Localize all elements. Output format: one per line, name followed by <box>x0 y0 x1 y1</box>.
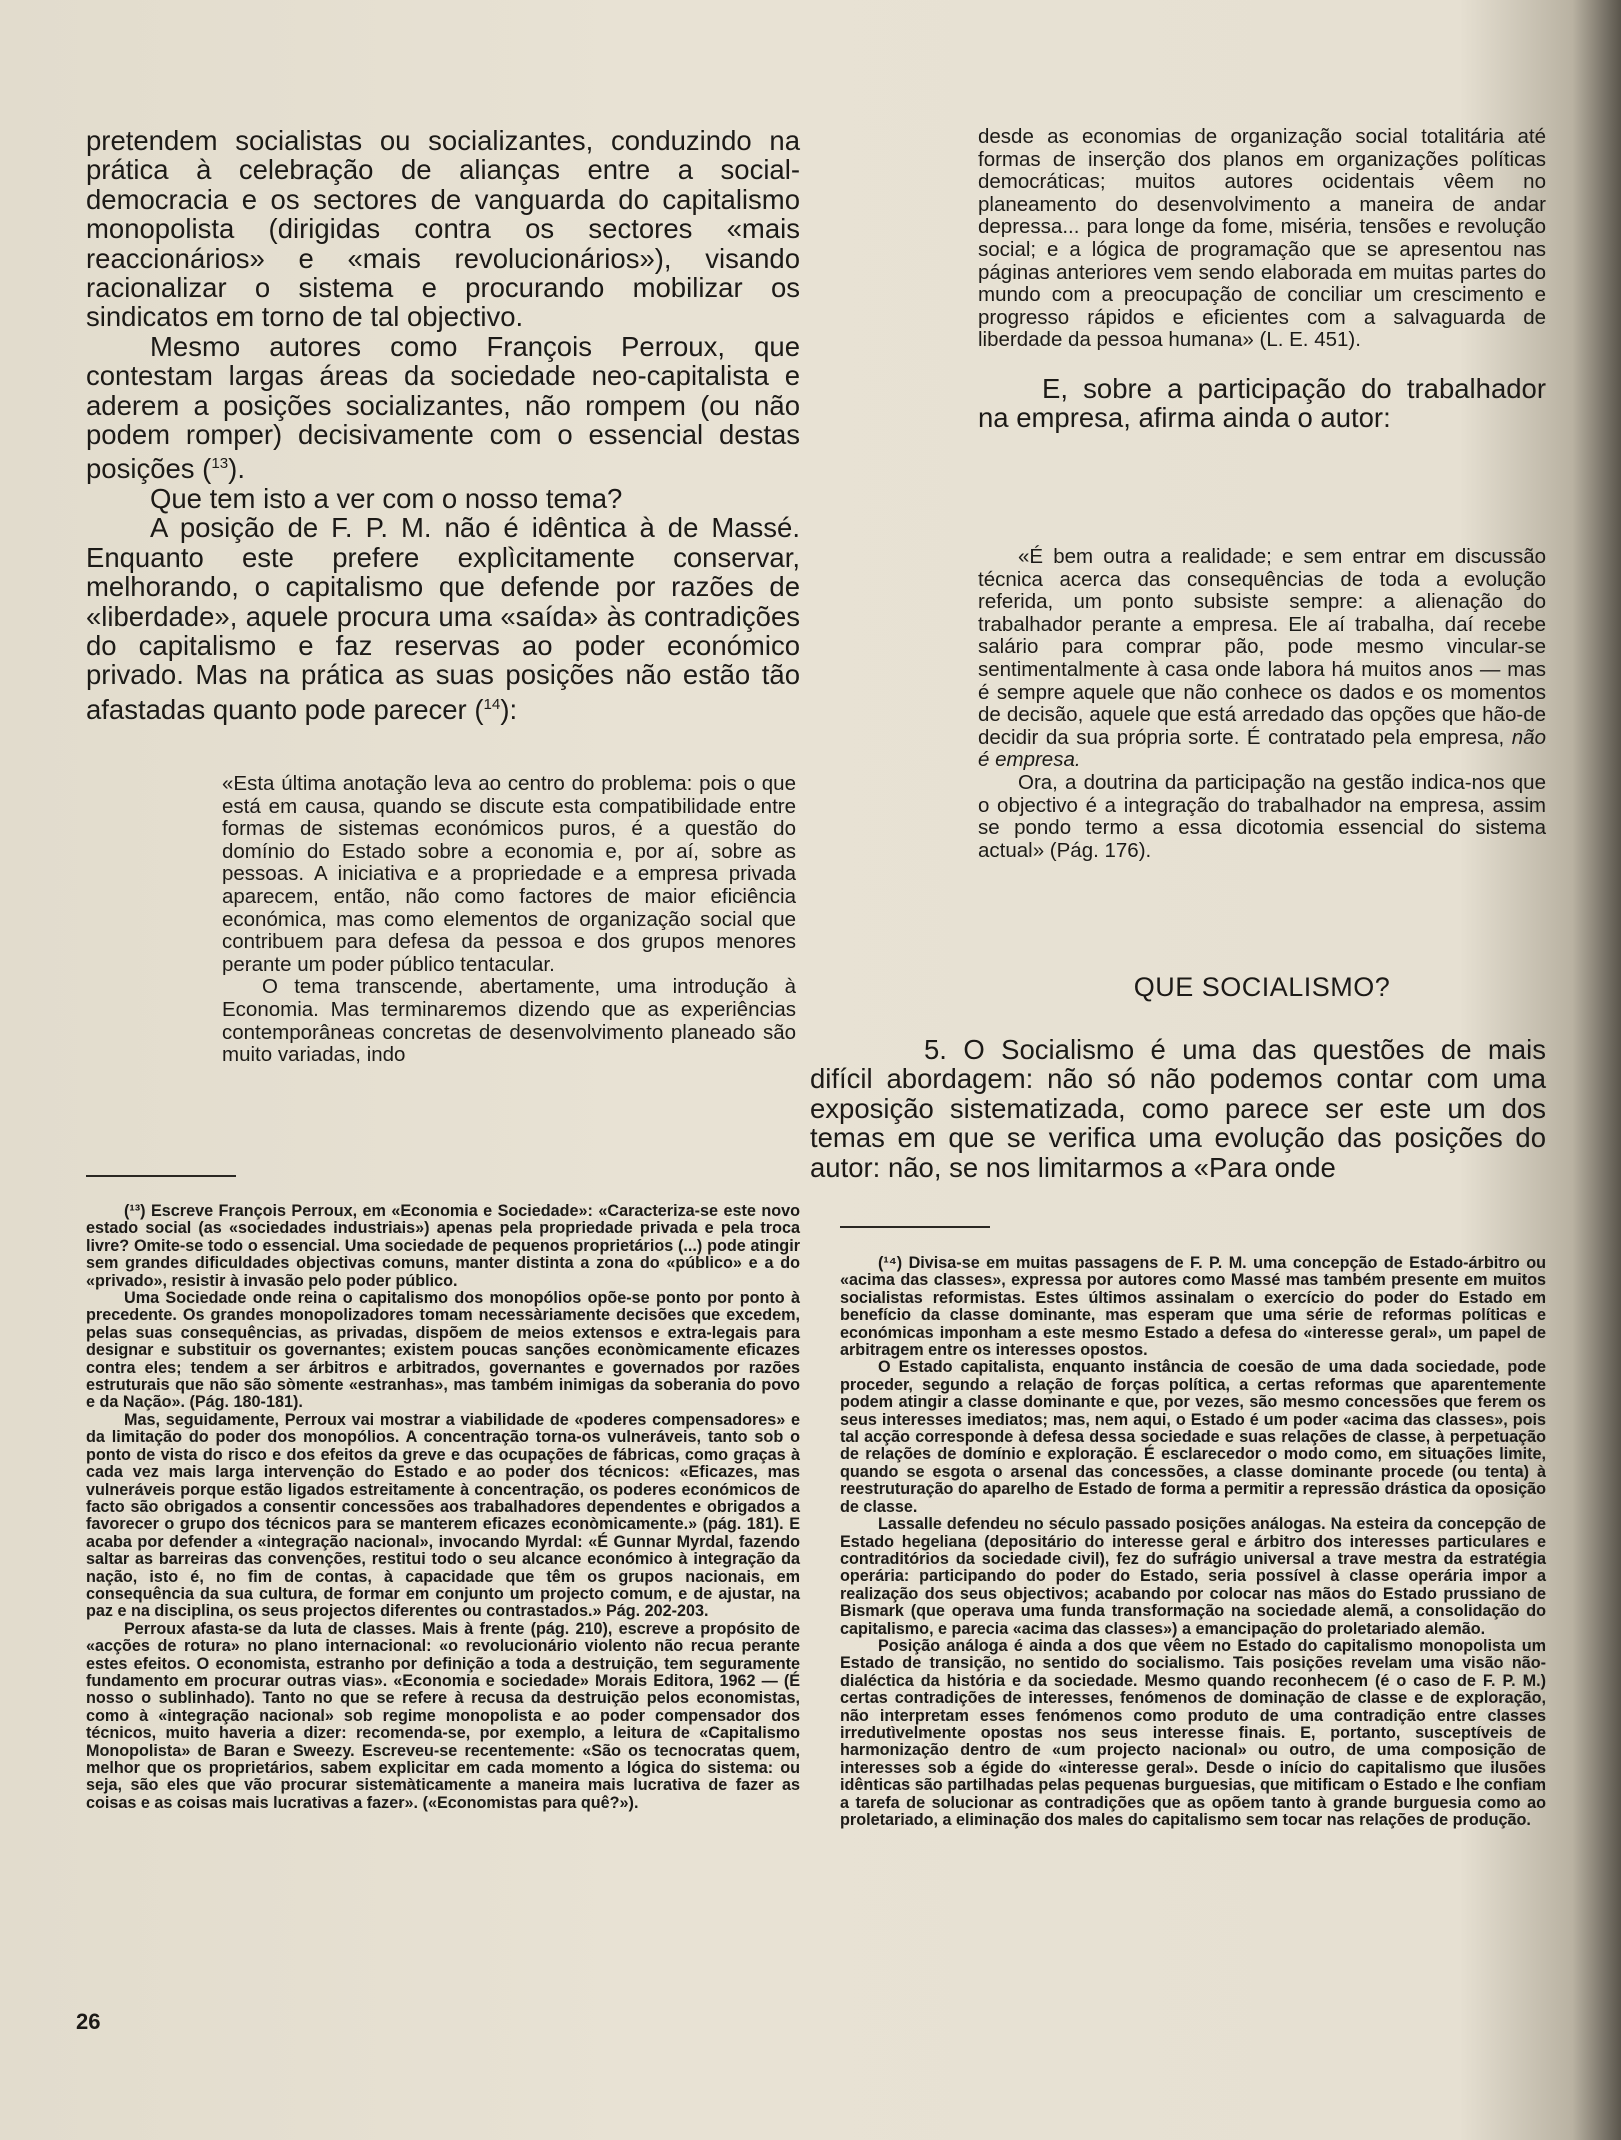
footnote-paragraph: Uma Sociedade onde reina o capitalismo dos monopólios opõe-se ponto por ponto à precedente. Os grandes monopolizadores tomam necessàriamente decisões que excedem, pelas suas consequências, as privadas, dispõem de meios extensos e extra-legais para designar e substituir os governantes; existem poucas sanções econòmicamente eficazes contra eles; tendem a ser árbitros e arbitrados, governantes e governados por razões estruturais que não são sòmente «estranhas», mas também inimigas da soberania do povo e da Nação». (Pág. 180-181). <box>86 1289 800 1412</box>
block-quote <box>222 773 796 1067</box>
left-column <box>86 126 800 724</box>
footnote-ref: 13 <box>211 455 229 473</box>
footnote-ref: 14 <box>483 695 501 713</box>
paragraph: pretendem socialistas ou socializantes, conduzindo na prática à celebração de alianças entre a social-democracia e os sectores de vanguarda do capitalismo monopolista (dirigidas contra os sectores «mais reaccionários» e «mais revolucionários»), visando racionalizar o sistema e procurando mobilizar os sindicatos em torno de tal objectivo. <box>86 125 800 333</box>
quote-paragraph: O tema transcende, abertamente, uma introdução à Economia. Mas terminaremos dizendo que as experiências contemporâneas concretas de desenvolvimento planeado são muito variadas, indo <box>222 975 796 1067</box>
footnote-paragraph: Perroux afasta-se da luta de classes. Mais à frente (pág. 210), escreve a propósito de «acções de rotura» no plano internacional: «o revolucionário violento não recua perante estes efeitos. O economista, estranho por definição a toda a destruição, tem seguramente fundamento em procurar outras vias». «Economia e sociedade» Morais Editora, 1962 — (É nosso o sublinhado). Tanto no que se refere à recusa da destruição pelos economistas, como à «integração nacional» sob regime monopolista e ao poder compensador dos técnicos, muito haveria a dizer: recomenda-se, por exemplo, a leitura de «Capitalismo Monopolista» de Baran e Sweezy. Escreveu-se recentemente: «São os tecnocratas quem, melhor que os proprietários, sabem explicitar em cada momento a lógica do sistema: ou seja, são eles que vão procurar sistemàticamente a maneira mais lucrativa de fazer as coisas e as coisas mais lucrativas a fazer». («Economistas para quê?»). <box>86 1619 800 1812</box>
quote-paragraph: «Esta última anotação leva ao centro do problema: pois o que está em causa, quando se discute esta compatibilidade entre formas de sistemas económicos puros, é a questão do domínio do Estado sobre a economia e, por aí, sobre as pessoas. A iniciativa e a propriedade e a empresa privada aparecem, então, não como factores de maior eficiência económica, mas como elementos de organização social que contribuem para defesa da pessoa e dos grupos menores perante um poder público tentacular. <box>222 772 796 976</box>
paragraph-text: ): <box>500 694 518 726</box>
footnotes-right <box>840 1255 1546 1829</box>
right-column <box>978 126 1546 433</box>
footnote-paragraph: (¹³) Escreve François Perroux, em «Economia e Sociedade»: «Caracteriza-se este novo estado social (as «sociedades industriais») apenas pela propriedade privada e pela troca livre? Omite-se todo o essencial. Uma sociedade de pequenos proprietários (...) pode atingir sem grandes dificuldades objectivas comuns, manter distinta a zona do «público» e a do «privado», resistir à invasão pelo poder público. <box>86 1202 800 1290</box>
footnote-paragraph: (¹⁴) Divisa-se em muitas passagens de F. P. M. uma concepção de Estado-árbitro ou «acima das classes», expressa por autores como Massé mas também presente em muitos socialistas reformistas. Estes últimos assinalam o exercício do poder do Estado em benefício da classe dominante, mas esperam que uma série de reformas políticas e económicas imponham a este mesmo Estado a defesa do «interesse geral», um papel de arbitragem entre os interesses opostos. <box>840 1254 1546 1360</box>
block-quote <box>978 546 1546 862</box>
section-5 <box>810 1035 1546 1182</box>
quote-continuation: desde as economias de organização social totalitária até formas de inserção dos planos em organizações políticas democráticas; muitos autores ocidentais vêem no planeamento do desenvolvimento a maneira de andar depressa... para longe da fome, miséria, tensões e revolução social; e a lógica de programação que se apresentou nas páginas anteriores vem sendo elaborada em muitas partes do mundo com a preocupação de conciliar um crescimento e progresso rápidos e eficientes com a salvaguarda de liberdade da pessoa humana» (L. E. 451). <box>978 125 1546 352</box>
paragraph <box>86 513 800 724</box>
quote-text: «É bem outra a realidade; e sem entrar em discussão técnica acerca das consequências de toda a evolução referida, um ponto subsiste sempre: a alienação do trabalhador perante a empresa. Ele aí trabalha, daí recebe salário para comprar pão, pode mesmo vincular-se sentimentalmente à casa onde labora há muitos anos — mas é sempre aquele que não conhece os dados e os momentos de decisão, aquele que está arredado das opções que hão-de decidir da sua própria sorte. É contratado pela empresa, <box>978 545 1546 749</box>
footnote-rule <box>840 1226 990 1228</box>
footnotes-left <box>86 1203 800 1812</box>
footnote-paragraph: Mas, seguidamente, Perroux vai mostrar a viabilidade de «poderes compensadores» e da limitação do poder dos monopólios. A concentração torna-os vulneráveis, tanto sob o ponto de vista do risco e dos efeitos da greve e das ocupações de fábricas, como graças à cada vez mais larga intervenção do Estado e ao poder dos técnicos: «Eficazes, mas vulneráveis porque estão ligados estreitamente à concentração, os poderes económicos de facto são obrigados a consentir concessões aos trabalhadores dependentes e obrigados a favorecer o grupo dos técnicos para se manterem eficazes econòmicamente.» (pág. 181). E acaba por defender a «integração nacional», invocando Myrdal: «É Gunnar Myrdal, fazendo saltar as barreiras das convenções, restitui todo o seu alcance económico à integração da nação, isto é, no fim de contas, à capacidade que têm os grupos nacionais, em consequência da sua cultura, de formar em conjunto um projecto comum, e de ajustar, na paz e na disciplina, os seus projectos diferentes ou contrastados.» Pág. 202-203. <box>86 1410 800 1621</box>
footnote-rule <box>86 1175 236 1177</box>
footnote-paragraph: Posição análoga é ainda a dos que vêem no Estado do capitalismo monopolista um Estado de transição, no sentido do socialismo. Tais posições revelam uma visão não-dialéctica da história e da sociedade. Mesmo quando reconhecem (é o caso de F. P. M.) certas contradições de interesses, fenómenos de dominação de classe e de exploração, não interpretam esses fenómenos como produto de uma contradição entre classes irredutìvelmente opostas nos seus interesse finais. E, portanto, susceptíveis de harmonização dentro de «um projecto nacional» ou outro, de uma composição de interesses sob a égide do «interesse geral». Desde o início do capitalismo que ilusões idênticas são partilhadas pelas pequenas burguesias, que mitificam o Estado e lhe confiam a tarefa de solucionar as contradições que as opõem tanto à grande burguesia como ao proletariado, a eliminação dos males do capitalismo sem tocar nas relações de produção. <box>840 1636 1546 1829</box>
paragraph-text: Mesmo autores como François Perroux, que contestam largas áreas da sociedade neo-capitalista e aderem a posições socializantes, não rompem (ou não podem romper) decisivamente com o essencial destas posições ( <box>86 330 800 485</box>
section-heading: QUE SOCIALISMO? <box>1133 972 1391 1002</box>
quote-paragraph <box>978 546 1546 772</box>
paragraph <box>86 332 800 484</box>
page-number: 26 <box>76 2009 101 2034</box>
paragraph: 5. O Socialismo é uma das questões de mais difícil abordagem: não só não podemos contar com uma exposição sistematizada, como parece ser este um dos temas em que se verifica uma evolução das posições do autor: não, se nos limitarmos a «Para onde <box>810 1034 1546 1183</box>
italic-text: não é empresa. <box>978 725 1546 772</box>
paragraph-text: ). <box>228 453 245 485</box>
paragraph: Que tem isto a ver com o nosso tema? <box>150 483 623 515</box>
paragraph-text: A posição de F. P. M. não é idêntica à de Massé. Enquanto este prefere explìcitamente conservar, melhorando, o capitalismo que defende por razões de «liberdade», aquele procura uma «saída» às contradições do capitalismo e faz reservas ao poder económico privado. Mas na prática as suas posições não estão tão afastadas quanto pode parecer ( <box>86 512 800 726</box>
paragraph: E, sobre a participação do trabalhador na empresa, afirma ainda o autor: <box>978 372 1546 434</box>
footnote-paragraph: O Estado capitalista, enquanto instância de coesão de uma dada sociedade, pode proceder, segundo a relação de forças política, a certas reformas que aparentemente podem atingir a classe dominante e que, por vezes, são mesmo concessões que ferem os seus interesses imediatos; mas, nem aqui, o Estado é um poder «acima das classes», pois tal acção corresponde à defesa dessa sociedade e suas relações de classe, à perpetuação de relações de domínio e exploração. É esclarecedor o modo como, em situações limite, quando se esgota o arsenal das concessões, a classe dominante procede (ou tenta) à reestruturação do aparelho de Estado de forma a permitir a repressão drástica da oposição de classe. <box>840 1358 1546 1516</box>
footnote-paragraph: Lassalle defendeu no século passado posições análogas. Na esteira da concepção de Estado hegeliana (depositário do interesse geral e árbitro dos interesses particulares e contraditórios da sociedade civil), fez do sufrágio universal a trave mestra da estratégia operária: participando do poder do Estado, seria possível à classe operária impor a realização dos seus objectivos; acabando por colocar nas mãos do Estado prussiano de Bismark (que operava uma funda transformação na sociedade alemã, a consolidação do capitalismo, e parecia «acima das classes») a emancipação do proletariado alemão. <box>840 1515 1546 1638</box>
quote-paragraph: Ora, a doutrina da participação na gestão indica-nos que o objectivo é a integração do trabalhador na empresa, assim se pondo termo a essa dicotomia essencial do sistema actual» (Pág. 176). <box>978 770 1546 862</box>
